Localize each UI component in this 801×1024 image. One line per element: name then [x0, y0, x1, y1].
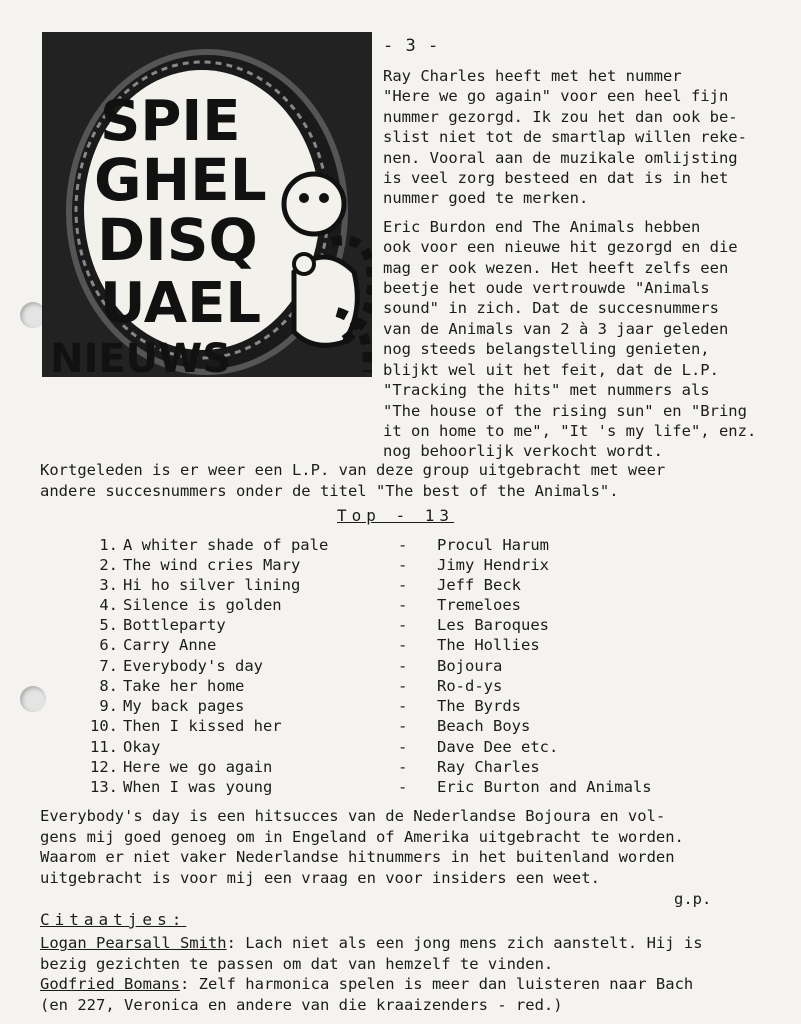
- col-line: nummer goed te merken.: [383, 189, 589, 208]
- rank: 3.: [99, 576, 118, 594]
- bojoura-paragraph: [40, 806, 780, 888]
- song-title: Then I kissed her: [123, 717, 282, 735]
- artist: Ray Charles: [437, 758, 540, 776]
- dash: -: [398, 717, 408, 735]
- quote-line: [40, 933, 780, 954]
- col-line: mag er ook wezen. Het heeft zelfs een: [383, 258, 729, 277]
- rank: 5.: [99, 616, 118, 634]
- song-title: A whiter shade of pale: [123, 536, 329, 554]
- rank: 2.: [99, 556, 118, 574]
- quote-author: Godfried Bomans: [40, 975, 180, 993]
- artist: The Hollies: [437, 636, 540, 654]
- song-title: Hi ho silver lining: [123, 576, 301, 594]
- dash: -: [398, 616, 408, 634]
- song-title: Silence is golden: [123, 596, 282, 614]
- rank: 12.: [90, 758, 118, 776]
- rank: 7.: [99, 657, 118, 675]
- song-title: Here we go again: [123, 758, 273, 776]
- dash: -: [398, 778, 408, 796]
- song-title: Everybody's day: [123, 657, 263, 675]
- dash: -: [398, 677, 408, 695]
- logo-line-5: NIEUWS: [50, 336, 232, 382]
- list-item: [0, 758, 801, 778]
- artist: Ro-d-ys: [437, 677, 503, 695]
- dash: -: [398, 758, 408, 776]
- quote-text: : Zelf harmonica spelen is meer dan luisteren naar Bach: [179, 975, 694, 993]
- col-line: nog behoorlijk verkocht wordt.: [383, 442, 663, 461]
- logo-line-2: GHEL: [94, 146, 267, 214]
- rank: 8.: [99, 677, 118, 695]
- list-item: [0, 778, 801, 798]
- col-line: Eric Burdon end The Animals hebben: [383, 217, 701, 236]
- para-line: Everybody's day is een hitsucces van de Nederlandse Bojoura en vol-: [40, 807, 666, 825]
- artist: The Byrds: [437, 697, 521, 715]
- dash: -: [398, 738, 408, 756]
- right-column: [383, 66, 783, 462]
- logo-line-3: DISQ: [97, 206, 258, 274]
- kortgeleden-paragraph: [40, 460, 780, 501]
- list-item: [0, 536, 801, 556]
- list-item: [0, 576, 801, 596]
- list-item: [0, 677, 801, 697]
- song-title: Bottleparty: [123, 616, 226, 634]
- col-line: it on home to me", "It 's my life", enz.: [383, 421, 757, 440]
- artist: Procul Harum: [437, 536, 549, 554]
- page-number: - 3 -: [383, 36, 440, 56]
- list-item: [0, 697, 801, 717]
- para-line: Kortgeleden is er weer een L.P. van deze group uitgebracht met weer: [40, 461, 666, 479]
- artist: Jeff Beck: [437, 576, 521, 594]
- artist: Beach Boys: [437, 717, 531, 735]
- col-line: sound" in zich. Dat de succesnummers: [383, 299, 719, 318]
- list-item: [0, 636, 801, 656]
- song-title: When I was young: [123, 778, 273, 796]
- song-title: My back pages: [123, 697, 245, 715]
- col-line: slist niet tot de smartlap willen reke-: [383, 128, 747, 147]
- citaatjes-quotes: [40, 933, 780, 1015]
- list-item: [0, 657, 801, 677]
- dash: -: [398, 596, 408, 614]
- col-line: beetje het oude vertrouwde "Animals: [383, 279, 710, 298]
- col-line: "Tracking the hits" met nummers als: [383, 381, 710, 400]
- para-line: Waarom er niet vaker Nederlandse hitnummers in het buitenland worden: [40, 848, 675, 866]
- quote-author: Logan Pearsall Smith: [40, 934, 227, 952]
- col-line: van de Animals van 2 à 3 jaar geleden: [383, 319, 729, 338]
- list-item: [0, 738, 801, 758]
- rank: 11.: [90, 738, 118, 756]
- artist: Les Baroques: [437, 616, 549, 634]
- para-line: andere succesnummers onder de titel "The best of the Animals".: [40, 481, 619, 500]
- dash: -: [398, 697, 408, 715]
- rank: 1.: [99, 536, 118, 554]
- dash: -: [398, 576, 408, 594]
- citaatjes-title: Citaatjes:: [40, 910, 187, 929]
- artist: Tremeloes: [437, 596, 521, 614]
- col-line: is veel zorg besteed en dat is in het: [383, 169, 729, 188]
- col-line: nog steeds belangstelling genieten,: [383, 340, 710, 359]
- list-item: [0, 616, 801, 636]
- quote-line: (en 227, Veronica en andere van die kraaizenders - red.): [40, 995, 563, 1014]
- top13-title: Top - 13: [337, 506, 455, 525]
- song-title: Carry Anne: [123, 636, 217, 654]
- col-line: ook voor een nieuwe hit gezorgd en die: [383, 238, 738, 257]
- quote-line: bezig gezichten te passen om dat van hemzelf te vinden.: [40, 954, 554, 973]
- song-title: Okay: [123, 738, 161, 756]
- song-title: The wind cries Mary: [123, 556, 301, 574]
- artist: Eric Burton and Animals: [437, 778, 652, 796]
- dash: -: [398, 636, 408, 654]
- dash: -: [398, 556, 408, 574]
- quote-text: : Lach niet als een jong mens zich aanstelt. Hij is: [226, 934, 703, 952]
- rank: 6.: [99, 636, 118, 654]
- quote-line: [40, 974, 780, 995]
- list-item: [0, 556, 801, 576]
- col-line: nummer gezorgd. Ik zou het dan ook be-: [383, 107, 738, 126]
- logo-line-4: UAEL: [100, 271, 262, 336]
- rank: 4.: [99, 596, 118, 614]
- rank: 9.: [99, 697, 118, 715]
- song-title: Take her home: [123, 677, 245, 695]
- col-line: nen. Vooral aan de muzikale omlijsting: [383, 148, 738, 167]
- list-item: [0, 717, 801, 737]
- signature: g.p.: [674, 890, 712, 908]
- para-line: gens mij goed genoeg om in Engeland of Amerika uitgebracht te worden.: [40, 827, 684, 846]
- dash: -: [398, 657, 408, 675]
- rank: 13.: [90, 778, 118, 796]
- col-line: "Here we go again" voor een heel fijn: [383, 87, 729, 106]
- para-line: uitgebracht is voor mij een vraag en voor insiders een weet.: [40, 868, 600, 887]
- col-line: "The house of the rising sun" en "Bring: [383, 401, 747, 420]
- col-line: Ray Charles heeft met het nummer: [383, 67, 682, 85]
- artist: Bojoura: [437, 657, 503, 675]
- artist: Jimy Hendrix: [437, 556, 549, 574]
- dash: -: [398, 536, 408, 554]
- artist: Dave Dee etc.: [437, 738, 559, 756]
- spieghel-logo: [42, 32, 372, 412]
- rank: 10.: [90, 717, 118, 735]
- logo-line-1: SPIE: [100, 89, 241, 154]
- col-line: blijkt wel uit het feit, dat de L.P.: [383, 360, 719, 379]
- list-item: [0, 596, 801, 616]
